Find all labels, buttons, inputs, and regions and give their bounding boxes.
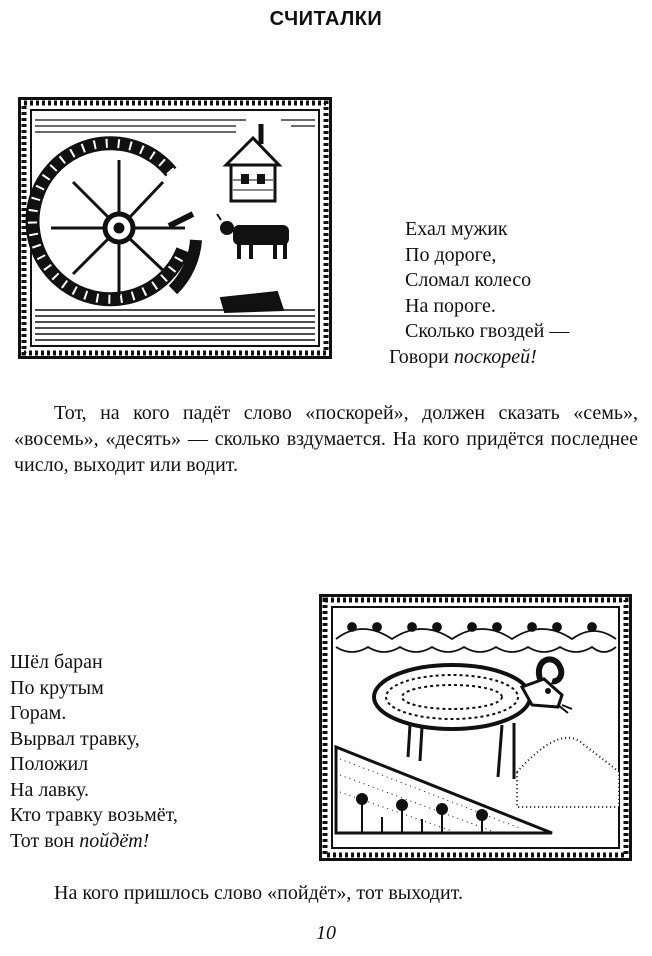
verse-line: Положил — [10, 753, 89, 775]
verse-line: Горам. — [10, 702, 67, 724]
verse-line: Сломал колесо — [405, 269, 532, 291]
rhyme-2-verse — [10, 650, 178, 854]
verse-line: Ехал мужик — [405, 218, 508, 240]
house-icon — [226, 124, 279, 201]
verse-line: Сколько гвоздей — — [405, 320, 570, 342]
verse-text: Говори — [389, 345, 454, 368]
verse-line: По дороге, — [405, 243, 497, 266]
verse-line: Вырвал травку, — [10, 727, 140, 750]
ram-on-hill-illustration — [319, 594, 632, 861]
page-title: СЧИТАЛКИ — [269, 8, 383, 30]
page-number: 10 — [316, 922, 336, 944]
cow-icon — [217, 214, 289, 259]
rhyme-1-verse — [389, 217, 570, 370]
verse-emphasis: поскорей! — [453, 345, 537, 368]
verse-emphasis: пойдёт! — [79, 829, 150, 852]
garland-icon — [336, 623, 616, 652]
rhyme-2-explanation: На кого пришлось слово «пойдёт», тот выходит. — [54, 882, 463, 904]
verse-line-last — [10, 829, 178, 855]
verse-line: Кто травку возьмёт, — [10, 804, 178, 826]
rhyme-1-explanation: Тот, на кого падёт слово «поскорей», должен сказать «семь», «восемь», «десять» — сколько вздумается. На кого придётся последнее число, выходит или водит. — [14, 402, 638, 476]
verse-text: Тот вон — [10, 829, 80, 852]
verse-line: На лавку. — [10, 778, 90, 801]
verse-line: На пороге. — [405, 294, 496, 317]
verse-line: Шёл баран — [10, 651, 103, 673]
verse-line-last — [389, 345, 569, 371]
verse-line: По крутым — [10, 676, 104, 699]
wheel-cart-illustration — [18, 97, 332, 359]
